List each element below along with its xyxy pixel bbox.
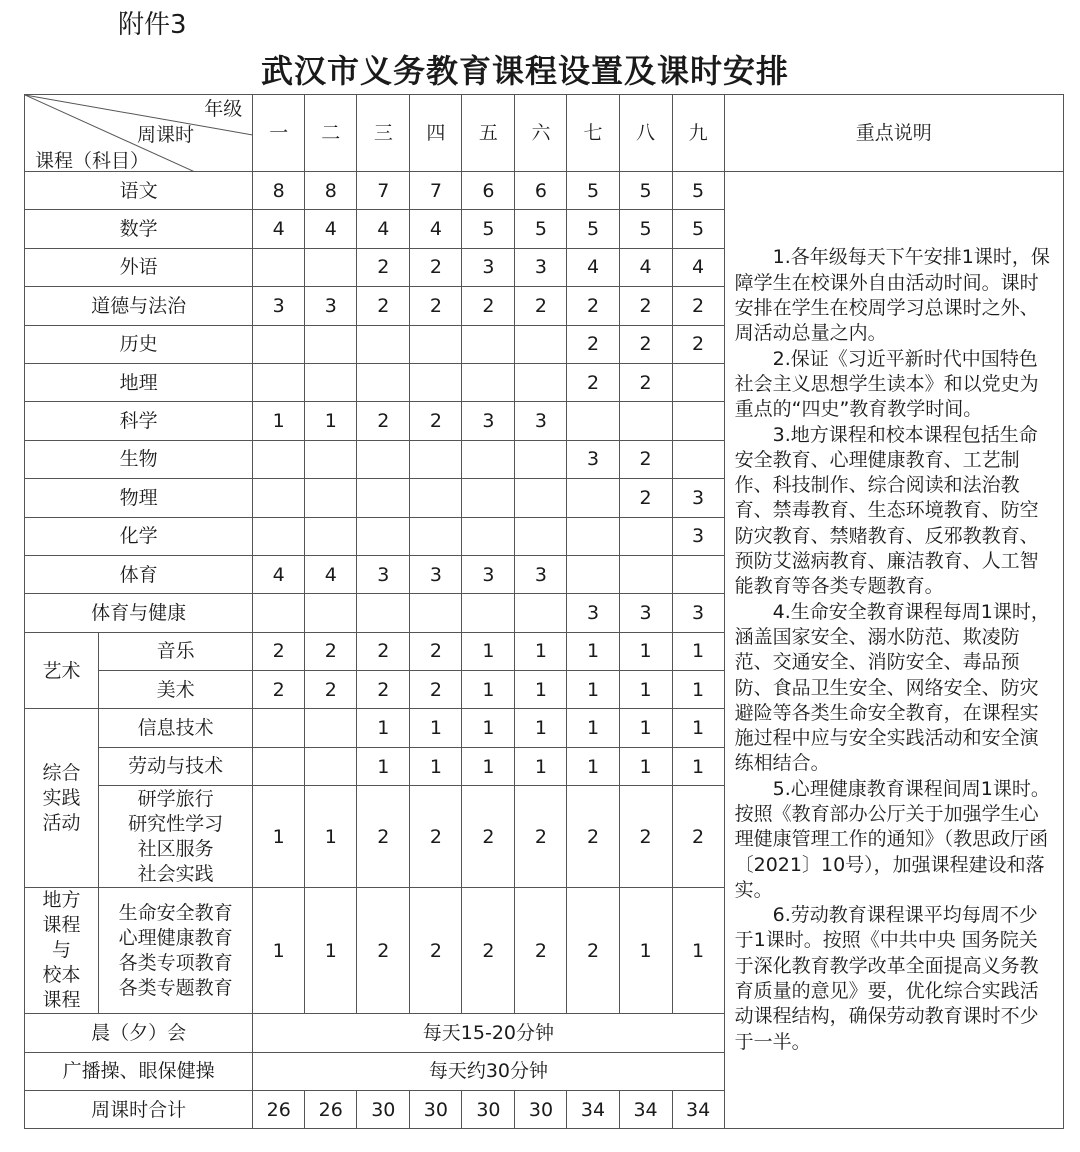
grade-value-cell: 1 (462, 709, 515, 747)
grade-value-cell (619, 555, 672, 593)
grade-value-cell (253, 440, 305, 478)
grade-header-cell: 六 (515, 95, 567, 172)
grade-header-cell: 一 (253, 95, 305, 172)
subject-cell: 生物 (25, 440, 253, 478)
grade-value-cell: 2 (357, 248, 410, 286)
grade-value-cell (567, 402, 619, 440)
grade-value-cell: 2 (619, 440, 672, 478)
grade-value-cell (515, 325, 567, 363)
document-title: 武汉市义务教育课程设置及课时安排 (260, 52, 789, 90)
grade-value-cell: 2 (672, 325, 724, 363)
grade-value-cell (410, 363, 462, 401)
grade-value-cell: 26 (253, 1091, 305, 1129)
grade-value-cell: 4 (305, 555, 357, 593)
grade-value-cell: 4 (253, 210, 305, 248)
subject-cell: 化学 (25, 517, 253, 555)
grade-value-cell: 6 (462, 172, 515, 210)
grade-value-cell (253, 747, 305, 785)
grade-value-cell: 1 (410, 747, 462, 785)
grade-value-cell (567, 479, 619, 517)
grade-value-cell: 3 (567, 440, 619, 478)
grade-value-cell (357, 363, 410, 401)
grade-value-cell: 1 (567, 671, 619, 709)
grade-value-cell: 2 (305, 671, 357, 709)
grade-value-cell: 1 (253, 888, 305, 1014)
grade-value-cell: 2 (619, 363, 672, 401)
grade-value-cell: 4 (567, 248, 619, 286)
grade-value-cell (462, 479, 515, 517)
grade-value-cell: 1 (672, 747, 724, 785)
grade-value-cell: 2 (357, 632, 410, 670)
attachment-label: 附件3 (118, 10, 187, 40)
grade-value-cell: 3 (253, 287, 305, 325)
subject-cell: 信息技术 (99, 709, 253, 747)
grade-value-cell (305, 248, 357, 286)
grade-value-cell: 5 (672, 172, 724, 210)
grade-value-cell: 3 (462, 555, 515, 593)
grade-header-label: 年级 (204, 98, 243, 120)
grade-value-cell: 30 (462, 1091, 515, 1129)
grade-value-cell: 34 (567, 1091, 619, 1129)
grade-value-cell (357, 479, 410, 517)
grade-header-cell: 五 (462, 95, 515, 172)
practice-group-cell: 综合 实践 活动 (25, 709, 99, 888)
grade-header-cell: 四 (410, 95, 462, 172)
grade-value-cell (672, 363, 724, 401)
grade-value-cell (253, 363, 305, 401)
grade-value-cell (515, 594, 567, 632)
grade-value-cell: 2 (619, 287, 672, 325)
grade-value-cell (253, 709, 305, 747)
grade-header-cell: 八 (619, 95, 672, 172)
grade-value-cell (567, 555, 619, 593)
grade-value-cell: 2 (357, 287, 410, 325)
grade-value-cell: 1 (410, 709, 462, 747)
grade-value-cell (410, 594, 462, 632)
grade-value-cell: 2 (672, 287, 724, 325)
diagonal-header-cell (25, 95, 253, 172)
grade-header-cell: 三 (357, 95, 410, 172)
grade-value-cell (305, 517, 357, 555)
grade-value-cell (410, 325, 462, 363)
grade-value-cell (305, 594, 357, 632)
grade-value-cell: 1 (305, 888, 357, 1014)
grade-value-cell: 1 (672, 888, 724, 1014)
grade-value-cell (462, 325, 515, 363)
grade-value-cell: 8 (305, 172, 357, 210)
subject-cell: 地理 (25, 363, 253, 401)
arts-group-cell: 艺术 (25, 632, 99, 709)
grade-value-cell: 3 (619, 594, 672, 632)
subject-header-label: 课程（科目） (35, 150, 150, 172)
grade-value-cell (305, 325, 357, 363)
grade-value-cell: 1 (619, 709, 672, 747)
grade-value-cell: 5 (619, 210, 672, 248)
grade-value-cell: 5 (567, 172, 619, 210)
grade-value-cell (357, 517, 410, 555)
grade-value-cell: 1 (515, 632, 567, 670)
subject-cell: 道德与法治 (25, 287, 253, 325)
grade-value-cell (253, 248, 305, 286)
grade-value-cell: 3 (515, 402, 567, 440)
grade-value-cell (619, 517, 672, 555)
grade-value-cell (567, 517, 619, 555)
grade-value-cell: 3 (672, 479, 724, 517)
grade-value-cell: 5 (672, 210, 724, 248)
grade-value-cell: 2 (515, 287, 567, 325)
grade-value-cell (410, 517, 462, 555)
grade-value-cell (462, 363, 515, 401)
grade-value-cell: 1 (515, 671, 567, 709)
grade-value-cell: 2 (357, 402, 410, 440)
local-group-cell: 地方 课程 与 校本 课程 (25, 888, 99, 1014)
grade-value-cell: 3 (515, 248, 567, 286)
grade-value-cell: 2 (567, 363, 619, 401)
grade-value-cell: 4 (410, 210, 462, 248)
grade-value-cell: 2 (410, 632, 462, 670)
grade-value-cell: 3 (462, 402, 515, 440)
grade-value-cell: 3 (357, 555, 410, 593)
grade-header-cell: 七 (567, 95, 619, 172)
grade-value-cell (410, 440, 462, 478)
grade-value-cell: 1 (515, 747, 567, 785)
grade-value-cell: 1 (672, 709, 724, 747)
grade-value-cell (672, 555, 724, 593)
subject-cell: 语文 (25, 172, 253, 210)
grade-value-cell: 5 (462, 210, 515, 248)
notes-text: 1.各年级每天下午安排1课时，保障学生在校课外自由活动时间。课时安排在学生在校周学习总课时之外、周活动总量之内。 2.保证《习近平新时代中国特色社会主义思想学生读本》和以党史为重点的“四史”教育教学时间。 3.地方课程和校本课程包括生命安全教育、心理健康教育、工艺制作、科技制作、综合阅读和法治教育、禁毒教育、生态环境教育、防空防灾教育、禁赌教育、反邪教教育、预防艾滋病教育、廉洁教育、人工智能教育等各类专题教育。 4.生命安全教育课程每周1课时，涵盖国家安全、溺水防范、欺凌防范、交通安全、消防安全、毒品预防、食品卫生安全、网络安全、防灾避险等各类生命安全教育，在课程实施过程中应与安全实践活动和安全演练相结合。 5.心理健康教育课程间周1课时。按照《教育部办公厅关于加强学生心理健康管理工作的通知》（教思政厅函〔2021〕10号），加强课程建设和落实。 6.劳动教育课程课平均每周不少于1课时。按照《中共中央 国务院关于深化教育教学改革全面提高义务教育质量的意见》要，优化综合实践活动课程结构，确保劳动教育课时不少于一半。 (724, 172, 1063, 1129)
grade-value-cell: 8 (253, 172, 305, 210)
table-row (25, 95, 1064, 172)
grade-value-cell: 1 (567, 747, 619, 785)
grade-value-cell: 1 (515, 709, 567, 747)
grade-value-cell: 26 (305, 1091, 357, 1129)
grade-value-cell: 1 (567, 709, 619, 747)
subject-cell: 音乐 (99, 632, 253, 670)
grade-value-cell (305, 363, 357, 401)
grade-value-cell: 2 (672, 786, 724, 888)
grade-value-cell: 2 (410, 786, 462, 888)
grade-value-cell (305, 709, 357, 747)
grade-value-cell (253, 479, 305, 517)
grade-header-cell: 九 (672, 95, 724, 172)
grade-value-cell (357, 325, 410, 363)
grade-value-cell: 3 (515, 555, 567, 593)
grade-value-cell: 1 (567, 632, 619, 670)
grade-value-cell: 2 (410, 671, 462, 709)
grade-value-cell: 3 (462, 248, 515, 286)
grade-value-cell: 3 (672, 517, 724, 555)
grade-value-cell: 30 (515, 1091, 567, 1129)
grade-value-cell (515, 479, 567, 517)
grade-value-cell: 4 (672, 248, 724, 286)
grade-value-cell: 30 (410, 1091, 462, 1129)
grade-value-cell: 2 (305, 632, 357, 670)
subject-cell: 科学 (25, 402, 253, 440)
grade-value-cell: 2 (462, 287, 515, 325)
grade-value-cell: 2 (515, 786, 567, 888)
weekly-hours-header-label: 周课时 (137, 124, 195, 146)
grade-value-cell: 2 (357, 671, 410, 709)
grade-header-cell: 二 (305, 95, 357, 172)
grade-value-cell: 2 (515, 888, 567, 1014)
grade-value-cell: 34 (619, 1091, 672, 1129)
subject-cell: 生命安全教育 心理健康教育 各类专项教育 各类专题教育 (99, 888, 253, 1014)
grade-value-cell (515, 517, 567, 555)
grade-value-cell: 30 (357, 1091, 410, 1129)
grade-value-cell: 1 (253, 786, 305, 888)
exercise-value: 每天约30分钟 (253, 1052, 724, 1090)
subject-cell: 研学旅行 研究性学习 社区服务 社会实践 (99, 786, 253, 888)
grade-value-cell: 2 (253, 632, 305, 670)
grade-value-cell: 2 (619, 786, 672, 888)
grade-value-cell: 4 (357, 210, 410, 248)
grade-value-cell: 5 (515, 210, 567, 248)
grade-value-cell: 1 (672, 671, 724, 709)
grade-value-cell: 2 (567, 786, 619, 888)
curriculum-table (24, 94, 1064, 1129)
grade-value-cell: 7 (357, 172, 410, 210)
assembly-value: 每天15-20分钟 (253, 1014, 724, 1052)
subject-cell: 外语 (25, 248, 253, 286)
grade-value-cell (410, 479, 462, 517)
grade-value-cell: 6 (515, 172, 567, 210)
grade-value-cell: 7 (410, 172, 462, 210)
grade-value-cell (253, 325, 305, 363)
grade-value-cell: 5 (619, 172, 672, 210)
notes-header-cell: 重点说明 (724, 95, 1063, 172)
grade-value-cell: 2 (410, 248, 462, 286)
grade-value-cell: 2 (410, 888, 462, 1014)
grade-value-cell: 1 (619, 632, 672, 670)
subject-cell: 体育与健康 (25, 594, 253, 632)
grade-value-cell (305, 479, 357, 517)
grade-value-cell: 2 (567, 325, 619, 363)
grade-value-cell: 4 (253, 555, 305, 593)
grade-value-cell: 4 (619, 248, 672, 286)
grade-value-cell: 1 (672, 632, 724, 670)
grade-value-cell (619, 402, 672, 440)
grade-value-cell: 3 (567, 594, 619, 632)
grade-value-cell: 1 (462, 747, 515, 785)
grade-value-cell: 1 (462, 671, 515, 709)
grade-value-cell: 2 (619, 479, 672, 517)
subject-cell: 物理 (25, 479, 253, 517)
subject-cell: 历史 (25, 325, 253, 363)
grade-value-cell: 3 (672, 594, 724, 632)
grade-value-cell: 2 (410, 402, 462, 440)
grade-value-cell: 1 (305, 786, 357, 888)
grade-value-cell (357, 440, 410, 478)
grade-value-cell: 1 (357, 709, 410, 747)
grade-value-cell (253, 517, 305, 555)
grade-value-cell (253, 594, 305, 632)
exercise-label: 广播操、眼保健操 (25, 1052, 253, 1090)
grade-value-cell: 2 (619, 325, 672, 363)
assembly-label: 晨（夕）会 (25, 1014, 253, 1052)
grade-value-cell (462, 517, 515, 555)
grade-value-cell: 2 (410, 287, 462, 325)
grade-value-cell: 1 (462, 632, 515, 670)
grade-value-cell: 2 (462, 888, 515, 1014)
total-label: 周课时合计 (25, 1091, 253, 1129)
grade-value-cell: 2 (567, 888, 619, 1014)
subject-cell: 美术 (99, 671, 253, 709)
subject-cell: 体育 (25, 555, 253, 593)
grade-value-cell: 4 (305, 210, 357, 248)
grade-value-cell (515, 440, 567, 478)
grade-value-cell (672, 402, 724, 440)
grade-value-cell: 3 (410, 555, 462, 593)
grade-value-cell (462, 594, 515, 632)
grade-value-cell: 1 (357, 747, 410, 785)
grade-value-cell: 5 (567, 210, 619, 248)
grade-value-cell: 1 (619, 671, 672, 709)
grade-value-cell (305, 440, 357, 478)
grade-value-cell: 3 (305, 287, 357, 325)
grade-value-cell (515, 363, 567, 401)
subject-cell: 劳动与技术 (99, 747, 253, 785)
grade-value-cell: 2 (462, 786, 515, 888)
grade-value-cell (357, 594, 410, 632)
grade-value-cell (305, 747, 357, 785)
grade-value-cell: 1 (305, 402, 357, 440)
grade-value-cell: 1 (253, 402, 305, 440)
grade-value-cell: 2 (357, 888, 410, 1014)
grade-value-cell: 1 (619, 888, 672, 1014)
grade-value-cell (672, 440, 724, 478)
subject-cell: 数学 (25, 210, 253, 248)
grade-value-cell: 2 (253, 671, 305, 709)
grade-value-cell (462, 440, 515, 478)
grade-value-cell: 1 (619, 747, 672, 785)
grade-value-cell: 2 (567, 287, 619, 325)
grade-value-cell: 34 (672, 1091, 724, 1129)
grade-value-cell: 2 (357, 786, 410, 888)
table-row (25, 172, 1064, 210)
